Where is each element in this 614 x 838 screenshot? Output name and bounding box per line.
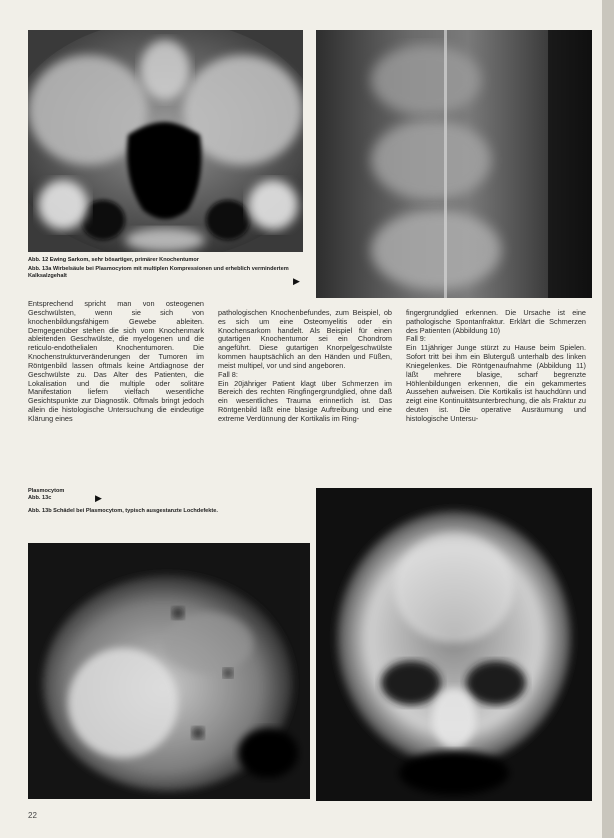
- spine-xray-image: [316, 30, 592, 298]
- pelvis-xray-image: [28, 30, 303, 252]
- left-column-text: Entsprechend spricht man von osteogenen Geschwülsten, wenn sie sich von knochenbildungsfähigem Gewebe ableiten. Demgegenüber stehen die sich vom Knochenmark ableitenden Geschwülste, die myelogenen und die reticulo-endothelialen Knochentumoren. Die Knochenstrukturveränderungen der Tumoren im Röntgenbild lassen oftmals keine Artdiagnose der Geschwülste zu. Das Alter des Patienten, die Lokalisation und die multiple oder solitäre Manifestation liefern vielfach wesentliche Gesichtspunkte zur Diagnostik. Oftmals bringt jedoch allein die histologische Untersuchung die eindeutige Klärung eines: [28, 299, 204, 423]
- middle-column-text: pathologischen Knochenbefundes, zum Beispiel, ob es sich um eine Osteomyelitis oder ein Knochensarkom handelt. Als Beispiel für einen gutartigen Knochentumor sei ein Chondrom angeführt. Diese gutartigen Knorpelgeschwülste kommen hauptsächlich an den Händen und Füßen, meist multipel, vor und sind angeboren. Fall 8: Ein 20jähriger Patient klagt über Schmerzen im Bereich des rechten Ringfingergrundglied, ohne daß ein wesentliches Trauma erinnerlich ist. Das Röntgenbild läßt eine blasige Auftreibung und eine extreme Verdünnung der Kortikalis im Ring-: [218, 307, 392, 423]
- caption-fig13b: Abb. 13b Schädel bei Plasmocytom, typisch ausgestanzte Lochdefekte.: [28, 508, 218, 514]
- plasmocytom-heading: Plasmocytom: [28, 488, 65, 494]
- text-column-left: [28, 300, 204, 424]
- skull-lateral-xray-image: [28, 543, 310, 799]
- text-column-right: [406, 300, 586, 433]
- caption-fig13a: Abb. 13a Wirbelsäule bei Plasmocytom mit multiplen Kompressionen und erheblich vermindertem Kalksalzgehalt: [28, 266, 289, 279]
- plasmocytom-ref: Abb. 13c: [28, 495, 52, 501]
- text-column-middle: [218, 300, 392, 433]
- skull-frontal-xray-image: [316, 488, 592, 801]
- page-number: 22: [28, 811, 37, 820]
- right-column-text: fingergrundglied erkennen. Die Ursache ist eine pathologische Spontanfraktur. Erklärt die Schmerzen des Patienten (Abbildung 10) Fall 9: Ein 11jähriger Junge stürzt zu Hause beim Spielen. Sofort tritt bei ihm ein Bluterguß unterhalb des linken Kniegelenkes. Die Röntgenaufnahme (Abbildung 11) läßt mehrere blasige, scharf begrenzte Höhlenbildungen erkennen, die ein gekammertes Aussehen aufweisen. Die Kortikalis ist hauchdünn und zeigt eine Kontinuitätsunterbrechung, die als Fraktur zu deuten ist. Die operative Ausräumung und histologische Untersu-: [406, 307, 586, 423]
- caption-fig12: Abb. 12 Ewing Sarkom, sehr bösartiger, primärer Knochentumor: [28, 257, 199, 263]
- page-edge-shadow: [602, 0, 614, 838]
- triangle-right-icon: ▶: [293, 276, 300, 286]
- triangle-right-icon: ▶: [95, 493, 102, 503]
